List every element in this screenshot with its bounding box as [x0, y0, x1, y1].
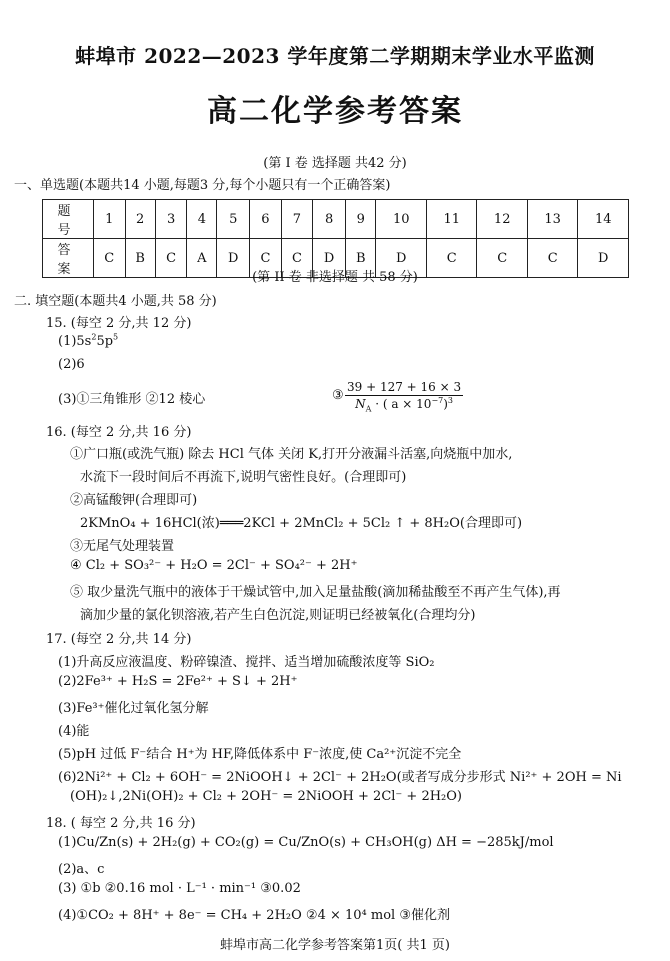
table-cell: B: [346, 239, 376, 278]
table-cell: B: [125, 239, 155, 278]
row-label-number: 题 号: [43, 200, 94, 239]
q15-answer-3-marker: ③: [332, 388, 344, 403]
q18-line-1: (1)Cu/Zn(s) + 2H₂(g) + CO₂(g) = Cu/ZnO(s) + CH₃OH(g) ΔH = −285kJ/mol: [58, 835, 554, 850]
q18-line-3: (3) ①b ②0.16 mol · L⁻¹ · min⁻¹ ③0.02: [58, 881, 301, 896]
part2-heading: (第 II 卷 非选择题 共 58 分): [252, 270, 418, 285]
q16-line-7: ⑤ 取少量洗气瓶中的液体于干燥试管中,加入足量盐酸(滴加稀盐酸至不再产生气体),再: [70, 585, 561, 600]
table-cell: 1: [94, 200, 126, 239]
table-cell: D: [217, 239, 250, 278]
q17-line-7: (OH)₂↓,2Ni(OH)₂ + Cl₂ + 2OH⁻ = 2NiOOH + 2Cl⁻ + 2H₂O): [70, 789, 462, 804]
document-subtitle: 高二化学参考答案: [207, 94, 463, 129]
q16-line-6: ④ Cl₂ + SO₃²⁻ + H₂O = 2Cl⁻ + SO₄²⁻ + 2H⁺: [70, 558, 358, 573]
table-cell: C: [281, 239, 313, 278]
table-cell: D: [376, 239, 426, 278]
table-cell: 7: [281, 200, 313, 239]
fraction-numerator: 39 + 127 + 16 × 3: [347, 380, 462, 394]
q16-heading: 16. (每空 2 分,共 16 分): [46, 425, 192, 440]
table-cell: C: [155, 239, 187, 278]
q17-line-2: (2)2Fe³⁺ + H₂S = 2Fe²⁺ + S↓ + 2H⁺: [58, 674, 298, 689]
q15-answer-1: $(1)5s^25p^5$: [58, 332, 119, 349]
section2-title: 二. 填空题(本题共4 小题,共 58 分): [14, 294, 217, 309]
part1-heading: (第 I 卷 选择题 共42 分): [263, 156, 407, 171]
table-cell: 9: [346, 200, 376, 239]
page-footer: 蚌埠市高二化学参考答案第1页( 共1 页): [220, 938, 450, 953]
table-cell: C: [94, 239, 126, 278]
table-cell: 13: [527, 200, 577, 239]
table-cell: C: [250, 239, 282, 278]
q17-line-1: (1)升高反应液温度、粉碎镍渣、搅拌、适当增加硫酸浓度等 SiO₂: [58, 655, 435, 670]
table-cell: 12: [477, 200, 527, 239]
q16-line-8: 滴加少量的氯化钡溶液,若产生白色沉淀,则证明已经被氧化(合理均分): [80, 608, 476, 623]
table-cell: 8: [313, 200, 346, 239]
q16-line-5: ③无尾气处理装置: [70, 539, 175, 554]
q16-line-1: ①广口瓶(或洗气瓶) 除去 HCl 气体 关闭 K,打开分液漏斗活塞,向烧瓶中加水,: [70, 447, 513, 462]
q15-density-fraction: [345, 380, 463, 414]
table-cell: 11: [426, 200, 476, 239]
document-title: 蚌埠市 2022—2023 学年度第二学期期末学业水平监测: [75, 44, 595, 68]
table-cell: 14: [578, 200, 629, 239]
table-row-numbers: [43, 200, 629, 239]
section1-title: 一、单选题(本题共14 小题,每题3 分,每个小题只有一个正确答案): [14, 178, 391, 193]
table-cell: 10: [376, 200, 426, 239]
q16-line-3: ②高锰酸钾(合理即可): [70, 493, 198, 508]
q15-answer-2: (2)6: [58, 357, 85, 372]
table-cell: 2: [125, 200, 155, 239]
q15-answer-3: (3)①三角锥形 ②12 棱心: [58, 392, 206, 407]
table-cell: C: [527, 239, 577, 278]
table-cell: D: [578, 239, 629, 278]
q18-line-2: (2)a、c: [58, 862, 105, 877]
table-cell: 6: [250, 200, 282, 239]
q18-heading: 18. ( 每空 2 分,共 16 分): [46, 816, 196, 831]
table-cell: D: [313, 239, 346, 278]
table-cell: 5: [217, 200, 250, 239]
table-cell: A: [187, 239, 217, 278]
q16-line-4: 2KMnO₄ + 16HCl(浓)═══2KCl + 2MnCl₂ + 5Cl₂ ↑ + 8H₂O(合理即可): [80, 516, 523, 531]
q16-line-2: 水流下一段时间后不再流下,说明气密性良好。(合理即可): [80, 470, 407, 485]
row-label-answer: 答 案: [43, 239, 94, 278]
fraction-denominator: $N_A$ · ( $a \times 10^{-7})^3$: [355, 396, 454, 414]
table-cell: 4: [187, 200, 217, 239]
table-cell: 3: [155, 200, 187, 239]
q18-line-4: (4)①CO₂ + 8H⁺ + 8e⁻ = CH₄ + 2H₂O ②4 × 10⁴ mol ③催化剂: [58, 908, 450, 923]
q17-line-6: (6)2Ni²⁺ + Cl₂ + 6OH⁻ = 2NiOOH↓ + 2Cl⁻ + 2H₂O(或者写成分步形式 Ni²⁺ + 2OH = Ni: [58, 770, 622, 785]
q17-line-4: (4)能: [58, 724, 90, 739]
q15-heading: 15. (每空 2 分,共 12 分): [46, 316, 192, 331]
table-cell: C: [426, 239, 476, 278]
q17-line-5: (5)pH 过低 F⁻结合 H⁺为 HF,降低体系中 F⁻浓度,使 Ca²⁺沉淀不完全: [58, 747, 462, 762]
q17-heading: 17. (每空 2 分,共 14 分): [46, 632, 192, 647]
table-cell: C: [477, 239, 527, 278]
q17-line-3: (3)Fe³⁺催化过氧化氢分解: [58, 701, 209, 716]
